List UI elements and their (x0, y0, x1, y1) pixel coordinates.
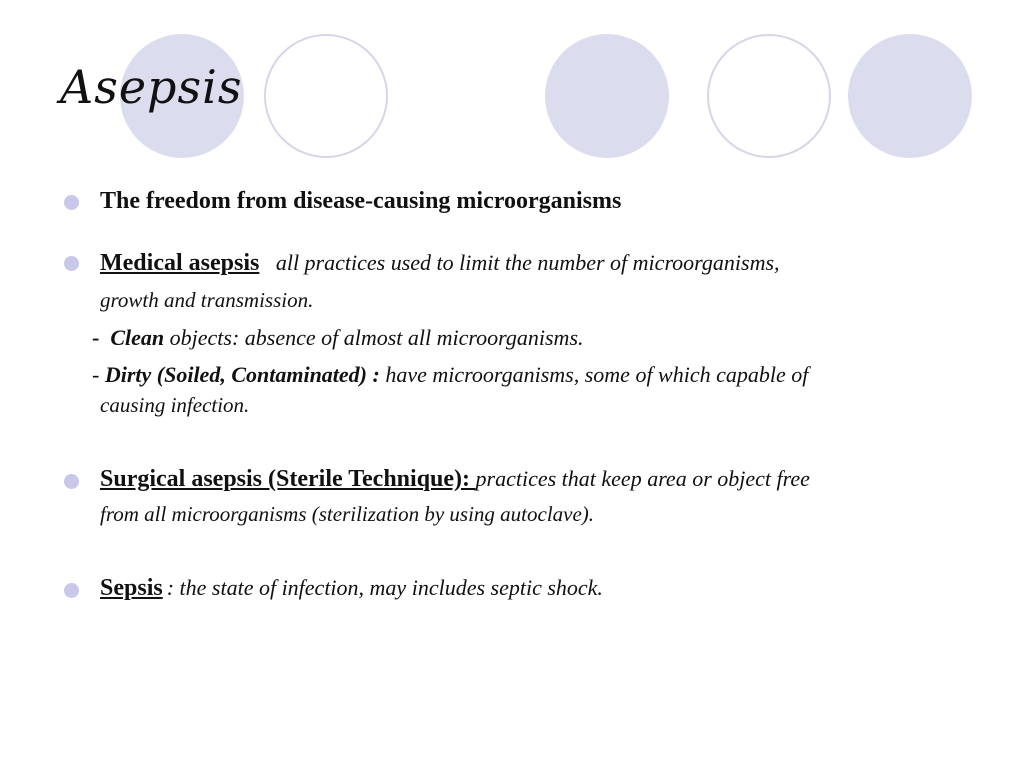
decorative-circle-2 (545, 34, 669, 158)
bullet-definition (100, 188, 621, 215)
medical-asepsis-term: Medical asepsis (100, 250, 260, 276)
surgical-asepsis-desc: practices that keep area or object free (475, 466, 810, 491)
clean-desc: objects: absence of almost all microorganisms. (169, 325, 584, 350)
medical-asepsis-desc-cont: growth and transmission. (100, 288, 314, 312)
bullet-icon (64, 256, 79, 271)
dirty-desc-cont: causing infection. (100, 393, 250, 417)
bullet-medical-asepsis (100, 250, 780, 277)
surgical-asepsis-term: Surgical asepsis (Sterile Technique): (100, 466, 471, 492)
decorative-ring-2 (707, 34, 831, 158)
sepsis-term: Sepsis (100, 575, 163, 601)
sub-item-dash: - (92, 362, 100, 387)
definition-text: The freedom from disease-causing microorganisms (100, 188, 622, 214)
dirty-desc: have microorganisms, some of which capable of (385, 362, 809, 387)
sub-item-dirty (92, 362, 808, 388)
sepsis-desc: : the state of infection, may includes septic shock. (166, 575, 603, 600)
medical-asepsis-desc: all practices used to limit the number of microorganisms, (275, 250, 780, 275)
decorative-circle-3 (848, 34, 972, 158)
bullet-surgical-asepsis (100, 466, 810, 493)
slide-title: Asepsis (60, 60, 243, 114)
sub-item-clean (92, 325, 584, 351)
bullet-icon (64, 474, 79, 489)
clean-term: Clean (110, 325, 165, 350)
surgical-asepsis-desc-cont: from all microorganisms (sterilization by using autoclave). (100, 502, 595, 526)
bullet-icon (64, 195, 79, 210)
dirty-term: Dirty (Soiled, Contaminated) : (104, 362, 380, 387)
bullet-icon (64, 583, 79, 598)
sub-item-dash: - (92, 325, 100, 350)
decorative-ring-1 (264, 34, 388, 158)
bullet-sepsis (100, 575, 603, 602)
